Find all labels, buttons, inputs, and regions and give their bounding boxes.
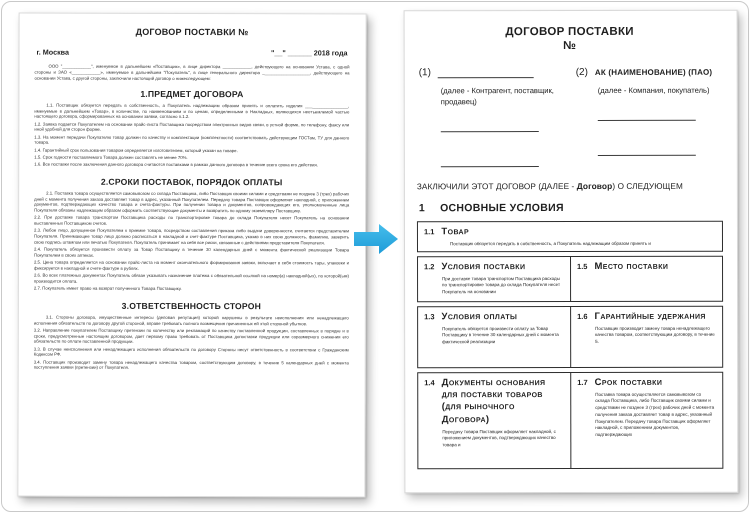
cell-title: Условия оплаты [441,310,518,322]
cell-description: При доставке товара транспортом Поставщика расходы по транспортировке товара до склада Покупателя несет Покупатель на основании [442,275,561,295]
table-row [417,305,723,368]
clause: 1.1. Поставщик обязуется передать в собственность, а Покупатель надлежащим образом принять и оплатить изделия __________________, именуемые в дальнейшем «Товар», в количестве, по наименованиям и по ценам, определенными в Накладных, являющихся неотъемлемой частью настоящего договора, сформированных на основании заявки, согласно п.1.2. [34,102,350,120]
contract-preamble: ООО "____________", именуемое в дальнейшем «Поставщик», в лице директора ____________, действующего на основании Устава, с одной стороны и ЗАО «____________», именуемое в дальнейшем "Покупатель", в лице генерального директора ____________________, действующего на основании Устава, с другой стороны, заключили настоящий договор о нижеследующем: [34,63,350,81]
main-terms-number: 1 [418,202,426,215]
clause: 2.7. Покупатель имеет право на возврат полученного Товара Поставщику. [33,285,182,291]
party-1-name-blank [438,67,534,78]
conclusion-suffix: ) О СЛЕДУЮЩЕМ [612,181,683,191]
cell-number: 1.4 [424,378,435,388]
conclusion-prefix: ЗАКЛЮЧИЛИ ЭТОТ ДОГОВОР (ДАЛЕЕ - [416,181,577,192]
structured-title-number: № [563,40,577,53]
clause: 3.3. В случае неисполнения или ненадлежащего исполнения обязательств по договору Стороны несут ответственность в соответствии с Гражданским Кодексом РФ. [33,346,349,357]
cell-srok-postavki [570,372,722,467]
cell-title: Товар [441,225,470,237]
party-2-name: АК (НАИМЕНОВАНИЕ) (ПАО) [594,67,713,77]
cell-dokumenty-osnovaniya [418,373,570,468]
cell-tovar [418,221,722,249]
cell-description: Передачу товара Поставщик оформляет накладной, с приложением документов, подтверждающих качество товара и [442,428,556,448]
table-row [417,255,723,302]
section-heading-2: 2.СРОКИ ПОСТАВОК, ПОРЯДОК ОПЛАТЫ [100,176,283,188]
cell-usloviya-oplaty [418,307,570,367]
structured-title-line1: ДОГОВОР ПОСТАВКИ [505,25,634,39]
contract-title: ДОГОВОР ПОСТАВКИ № [135,26,249,38]
cell-title: Условия поставки [441,260,526,272]
party-2-number: (2) [575,66,588,78]
clause: 2.6. Во всех платежных документах Покупатель обязан указывать назначение платежа с обязательной ссылкой на номер(а) накладной(ых), по которой(ым) производится оплата. [33,272,349,284]
cell-mesto-postavki [570,256,722,300]
section-heading-3: 3.ОТВЕТСТВЕННОСТЬ СТОРОН [121,300,262,311]
contract-city: г. Москва [36,47,70,57]
contract-page-original [17,13,366,498]
clause: 1.4. Гарантийный срок пользования товаром определяется изготовителем, который указан на товаре. [34,147,238,153]
cell-description: Покупатель обязуется произвести оплату за Товар Поставщику в течение 30 календарных дней с момента фактической реализации [442,325,559,345]
cell-title: Документы основания для поставки товаров (для рыночного Договора) [441,376,546,426]
party-2 [576,66,721,166]
cell-usloviya-postavki [418,257,570,301]
clause: 3.1. Стороны договора, имущественные интересы (деловая репутация) которой нарушены в результате неисполнения или ненадлежащего исполнения обязательств по договору другой стороной, вправе требовать полного возмещения причиненных ей этой стороной убытков. [33,314,349,326]
contract-date: "__" ______ 2018 года [270,48,348,58]
cell-number: 1.1 [423,227,435,237]
conclusion-bold-word: Договор [576,180,613,191]
party-1 [419,67,564,167]
conclusion-line [417,180,723,191]
clause: 1.3. На момент передачи Покупателю товар должен по качеству и комплектации (комплектности) соответствовать действующим ГОСТам, ТУ для данного товара. [34,134,350,145]
cell-description: Поставщик обязуется передать в собственность, а Покупатель надлежащим образом принять и [449,240,651,246]
contract-date-row [37,48,348,58]
structured-title [417,25,723,54]
party-1-number: (1) [418,66,431,79]
contract-page-structured [404,10,739,494]
party-1-blank-line [441,131,539,132]
party-2-note: (далее - Компания, покупатель) [597,85,710,95]
cell-description: Поставщик производит замену товара ненадлежащего качества товаром, соответствующим договору, в течение 5. [595,325,715,345]
main-terms-title: ОСНОВНЫЕ УСЛОВИЯ [440,201,564,214]
table-row [417,371,723,469]
cell-number: 1.6 [577,312,588,322]
clause: 2.3. Любое лицо, допущенное Покупателем к приемке товара, посредством составления приказа либо выдачи доверенности, считается представителем Покупателя. Принимающее товар лицо должно расписаться в накладной и счет-фактуре Поставщика, указав в них свою должность, фамилию, заверить свою подпись штампом или печатью Покупателя. Покупатель принимает на себя все риски, связанные с действиями представителя Покупателя. [34,227,350,246]
clause: 3.4. Поставщик производит замену товара ненадлежащего качества товаром, соответствующим договору, в течение 5 календарных дней с момента поступления заявки (претензии) от Покупателя. [33,359,349,371]
cell-garantiynye-uderzhaniya [570,306,722,366]
transform-arrow-icon [354,223,398,255]
cell-title: Срок поставки [594,376,663,388]
cell-number: 1.2 [424,262,435,272]
party-2-blank-line [598,155,696,156]
cell-title: Гарантийные удержания [594,310,706,322]
party-2-blank-line [598,120,696,121]
clause: 2.4. Покупатель обязуется произвести оплату за Товар Поставщику в течение 30 календарных дней с момента фактической реализации Товара Покупателем в своих аптеках. [33,246,350,258]
clause: 1.6. Все поставки после заключения данного договора считаются поставками в рамках данного договора в течение всего срока его действия. [34,161,318,168]
clause: 3.2. Направление покупателем Поставщику претензии по количеству или рекламаций по качеству поставленной продукции, составленных в порядке и в сроки, предусмотренные настоящим договором, дает первому право требовать от Поставщика допоставки продукции или соразмерного снижения его обязательств по оплате поставленной продукции. [33,327,349,345]
clause: 2.1. Поставка товара осуществляется самовывозом со склада Поставщика, либо Поставщик своими силами и средствами не позднее 3 (трех) рабочих дней с момента получения заказа доставляет товар в адрес, указанный Покупателем. Передачу товара Поставщик оформляет накладной, с приложением документов, подтверждающих качество товара и счета-фактуры. При получении товара и документов, сопровождающих его, уполномоченные лица Покупателя обязаны надлежащим образом оформить соответствующие документы и возвратить по одному экземпляру Поставщику. [34,190,350,214]
parties-block [417,66,723,167]
cell-title: Место поставки [594,260,669,272]
cell-description: Поставка товара осуществляется самовывозом со склада Поставщика, либо Поставщик своими силами и средствами не позднее 3 (трех) рабочих дней с момента получения заказа доставляет товар в адрес, указанный Покупателем. Передачу товара Поставщик оформляет накладной, с приложением документов, подтверждающих [595,391,715,438]
clause: 1.5. Срок годности поставляемого Товара должен составлять не менее 70%. [34,154,188,160]
cell-number: 1.5 [577,262,588,272]
clause: 1.2. Заявка подается Покупателем на основании прайс-листа Поставщика посредством электронных видов связи, в устной форме, по телефону, факсу или иной удобной для сторон форме. [34,121,350,133]
party-1-note: (далее - Контрагент, поставщик, продавец) [440,85,554,106]
clause: 2.2. При доставке товара транспортом Поставщика расходы по транспортировке товара до склада Покупателя несет Покупатель на основании выставленных Поставщиком счетов. [34,214,350,226]
table-row [417,220,723,252]
section-heading-1: 1.ПРЕДМЕТ ДОГОВОРА [140,88,244,99]
clause: 2.5. Цена товара определяется на основании прайс-листа на момент окончательного формирования заявки, включает в себя стоимость тары, упаковки и фиксируется в накладной и счете-фактуре в рублях. [33,259,349,271]
terms-table [417,220,723,469]
cell-number: 1.7 [577,378,588,388]
cell-number: 1.3 [424,312,435,322]
party-1-blank-line [441,166,539,167]
main-terms-heading [419,201,723,214]
